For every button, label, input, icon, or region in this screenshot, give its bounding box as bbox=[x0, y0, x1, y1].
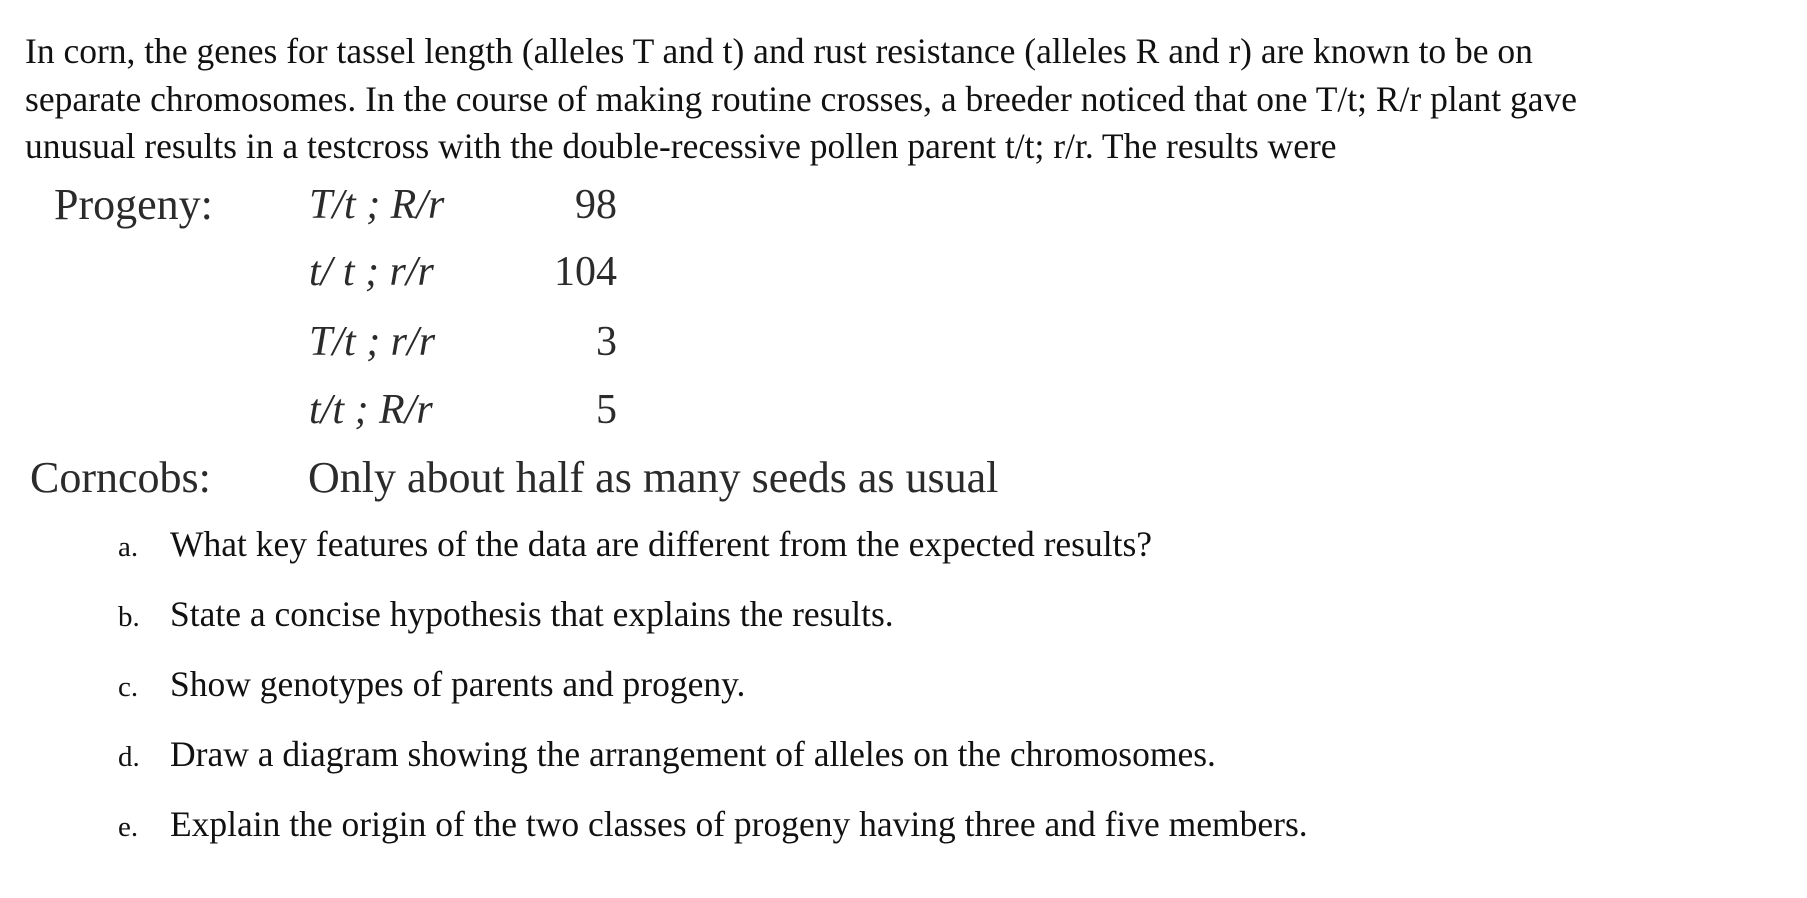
question-item bbox=[118, 592, 894, 639]
progeny-count: 5 bbox=[596, 387, 617, 433]
progeny-genotype: t/t ; R/r bbox=[309, 387, 433, 433]
question-letter: c. bbox=[118, 671, 139, 703]
progeny-count: 104 bbox=[554, 249, 617, 295]
problem-intro bbox=[25, 28, 1785, 171]
intro-line: unusual results in a testcross with the double-recessive pollen parent t/t; r/r. The results were bbox=[25, 126, 1337, 166]
progeny-genotype: T/t ; R/r bbox=[309, 182, 445, 228]
question-letter: b. bbox=[118, 601, 140, 633]
question-letter: e. bbox=[118, 811, 139, 843]
question-text: Draw a diagram showing the arrangement of alleles on the chromosomes. bbox=[170, 734, 1216, 774]
corncobs-value: Only about half as many seeds as usual bbox=[308, 453, 999, 502]
question-text: State a concise hypothesis that explains the results. bbox=[170, 594, 894, 634]
question-item bbox=[118, 522, 1152, 569]
question-letter: a. bbox=[118, 531, 139, 563]
question-letter: d. bbox=[118, 741, 140, 773]
progeny-count: 98 bbox=[575, 182, 617, 228]
progeny-genotype: t/ t ; r/r bbox=[309, 249, 434, 295]
progeny-count: 3 bbox=[596, 319, 617, 365]
progeny-label: Progeny: bbox=[54, 180, 213, 229]
intro-line: separate chromosomes. In the course of making routine crosses, a breeder noticed that one T/t; R/r plant gave bbox=[25, 78, 1577, 119]
question-text: Explain the origin of the two classes of progeny having three and five members. bbox=[170, 804, 1308, 844]
progeny-genotype: T/t ; r/r bbox=[309, 319, 436, 365]
question-text: Show genotypes of parents and progeny. bbox=[170, 664, 746, 704]
corncobs-label: Corncobs: bbox=[30, 453, 211, 502]
question-item bbox=[118, 732, 1216, 779]
question-item bbox=[118, 802, 1308, 849]
question-text: What key features of the data are different from the expected results? bbox=[170, 524, 1153, 564]
question-item bbox=[118, 662, 745, 709]
intro-line: In corn, the genes for tassel length (alleles T and t) and rust resistance (alleles R and r) are known to be on bbox=[25, 31, 1533, 71]
